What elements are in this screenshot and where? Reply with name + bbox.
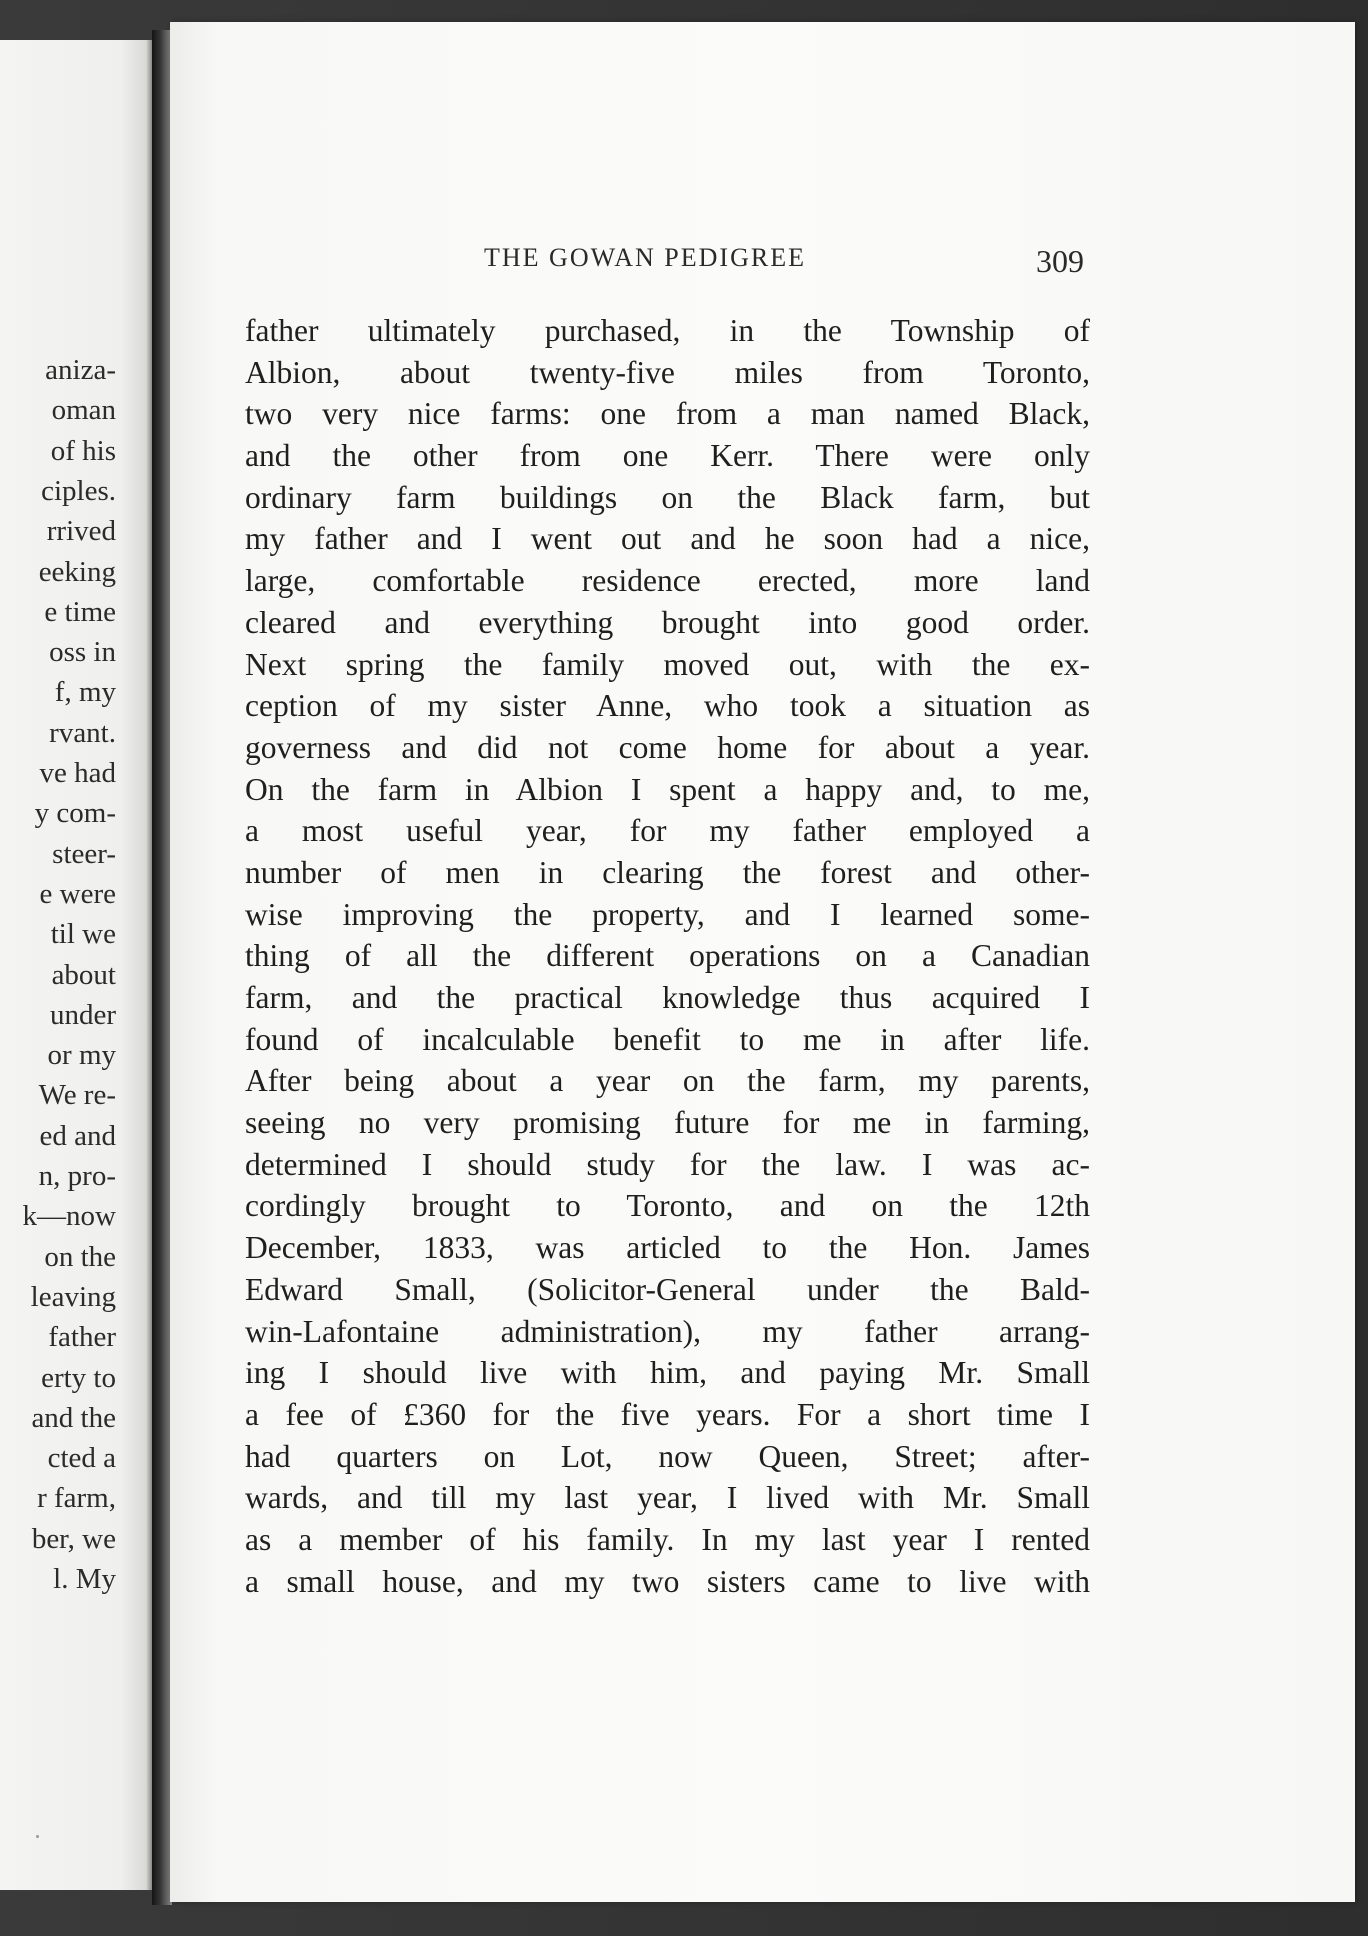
left-page-line: oss in: [49, 636, 116, 669]
text-line: father ultimately purchased, in the Township of: [245, 313, 1090, 348]
text-line: After being about a year on the farm, my parents,: [245, 1063, 1090, 1099]
text-line: my father and I went out and he soon had a nice,: [245, 521, 1090, 557]
text-line: cordingly brought to Toronto, and on the 12th: [245, 1188, 1090, 1224]
left-page-line: rrived: [46, 515, 116, 548]
text-line: Edward Small, (Solicitor-General under the Bald-: [245, 1271, 1090, 1307]
left-page-line: cted a: [47, 1442, 116, 1475]
text-line: seeing no very promising future for me in farming,: [245, 1105, 1090, 1141]
text-line: number of men in clearing the forest and other-: [245, 854, 1090, 890]
left-page-line: e were: [39, 877, 116, 910]
body-text: [245, 310, 1090, 1602]
text-line: On the farm in Albion I spent a happy and, to me,: [245, 771, 1090, 807]
left-page-line: under: [49, 998, 116, 1031]
left-page-line: aniza-: [45, 354, 116, 386]
scan-speck: [36, 1835, 39, 1838]
text-line: found of incalculable benefit to me in after life.: [245, 1021, 1090, 1057]
text-line: Albion, about twenty-five miles from Toronto,: [245, 354, 1090, 390]
left-page-line: erty to: [41, 1361, 116, 1394]
text-line: ception of my sister Anne, who took a situation as: [245, 688, 1090, 724]
text-line: two very nice farms: one from a man named Black,: [245, 396, 1090, 432]
text-line: Next spring the family moved out, with the ex-: [245, 646, 1090, 682]
text-line: farm, and the practical knowledge thus acquired I: [245, 980, 1090, 1015]
text-line: wards, and till my last year, I lived with Mr. Small: [245, 1480, 1090, 1516]
left-page-line: and the: [31, 1401, 116, 1434]
left-page-line: k—now: [22, 1200, 116, 1233]
text-line: win-Lafontaine administration), my father arrang-: [245, 1313, 1090, 1349]
left-page-line: rvant.: [49, 716, 116, 749]
left-page-line: steer-: [52, 837, 116, 870]
left-page-line: of his: [50, 434, 116, 467]
book-gutter: [152, 30, 172, 1905]
left-page-line: n, pro-: [38, 1160, 116, 1192]
left-page-line: father: [48, 1321, 116, 1354]
left-page-line: oman: [51, 394, 116, 427]
left-page-line: f, my: [54, 676, 116, 709]
text-line: ing I should live with him, and paying Mr. Small: [245, 1355, 1090, 1391]
text-line: ordinary farm buildings on the Black farm, but: [245, 479, 1090, 515]
text-line: cleared and everything brought into good order.: [245, 604, 1090, 640]
text-line: determined I should study for the law. I was ac-: [245, 1146, 1090, 1182]
left-page-line: y com-: [34, 797, 116, 830]
left-page-line: ve had: [39, 757, 116, 789]
text-line: and the other from one Kerr. There were only: [245, 438, 1090, 474]
left-page-line: ed and: [39, 1119, 116, 1152]
left-page-line: or my: [47, 1039, 116, 1072]
page-number: 309: [1036, 243, 1084, 279]
left-page-line: eeking: [38, 555, 116, 588]
left-page: [0, 40, 152, 1890]
left-page-line: on the: [44, 1240, 116, 1273]
text-line: December, 1833, was articled to the Hon. James: [245, 1230, 1090, 1266]
left-page-line: til we: [50, 918, 116, 951]
running-head: THE GOWAN PEDIGREE: [484, 243, 806, 272]
left-page-line: about: [51, 958, 116, 991]
left-page-line: e time: [44, 595, 116, 628]
text-line: a most useful year, for my father employed a: [245, 813, 1090, 849]
left-page-line: ber, we: [31, 1522, 116, 1555]
text-line: as a member of his family. In my last year I rented: [245, 1521, 1090, 1557]
text-line: wise improving the property, and I learned some-: [245, 896, 1090, 932]
left-page-line: We re-: [38, 1079, 116, 1112]
text-line: large, comfortable residence erected, more land: [245, 563, 1090, 599]
text-line: a small house, and my two sisters came to live with: [245, 1563, 1090, 1599]
left-page-line: leaving: [30, 1280, 116, 1313]
text-line: governess and did not come home for about a year.: [245, 729, 1090, 765]
text-line: had quarters on Lot, now Queen, Street; after-: [245, 1438, 1090, 1474]
left-page-line: ciples.: [41, 474, 116, 507]
text-line: thing of all the different operations on a Canadian: [245, 938, 1090, 974]
left-page-line: l. My: [53, 1563, 116, 1595]
text-line: a fee of £360 for the five years. For a short time I: [245, 1396, 1090, 1432]
left-page-line: r farm,: [37, 1482, 116, 1515]
